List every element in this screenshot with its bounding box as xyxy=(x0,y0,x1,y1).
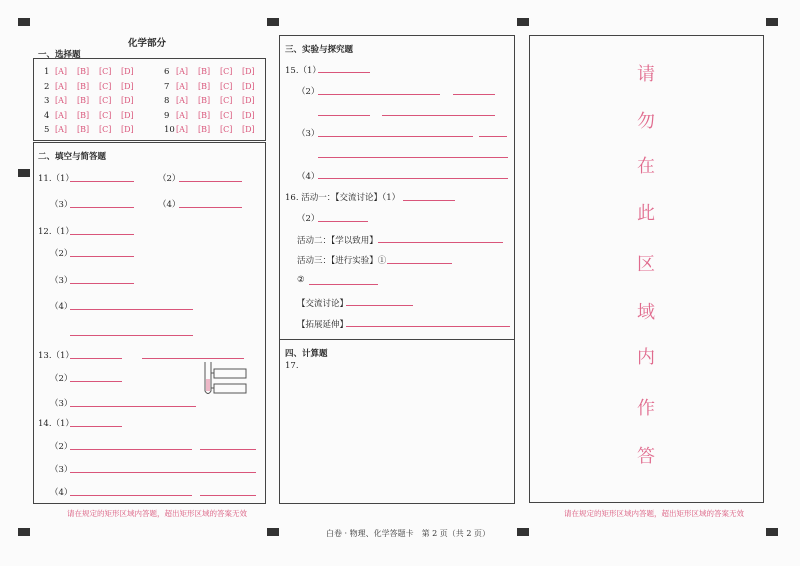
q16-4-label: 活动三：【进行实验】① xyxy=(297,256,387,266)
choice-option-bubble[interactable]: [A] xyxy=(176,96,189,105)
q16-7-label: 【拓展延伸】 xyxy=(297,320,349,330)
answer-line[interactable] xyxy=(318,72,370,73)
choice-option-bubble[interactable]: [A] xyxy=(55,67,68,76)
answer-line[interactable] xyxy=(200,495,256,496)
q14-3-label: （3） xyxy=(50,465,73,475)
answer-line[interactable] xyxy=(179,181,242,182)
q11-2-label: （2） xyxy=(158,174,181,184)
answer-line[interactable] xyxy=(70,335,193,336)
section4-heading: 四、计算题 xyxy=(285,349,328,359)
choice-option-bubble[interactable]: [B] xyxy=(198,110,211,120)
no-answer-char: 此 xyxy=(637,203,655,224)
q15-3-label: （3） xyxy=(297,129,320,139)
choice-option-bubble[interactable]: [A] xyxy=(55,81,68,91)
answer-line[interactable] xyxy=(70,381,122,382)
choice-option-bubble[interactable]: [D] xyxy=(242,67,255,76)
answer-line[interactable] xyxy=(479,136,507,137)
choice-option-bubble[interactable]: [B] xyxy=(77,81,90,91)
choice-option-bubble[interactable]: [C] xyxy=(220,110,233,120)
test-tube-diagram xyxy=(203,361,251,397)
answer-line[interactable] xyxy=(70,472,256,473)
q17-label: 17. xyxy=(285,361,299,371)
q14-4-label: （4） xyxy=(50,488,73,498)
answer-line[interactable] xyxy=(70,426,122,427)
choice-number: 9 xyxy=(164,110,170,121)
q11-4-label: （4） xyxy=(158,200,181,210)
choice-option-bubble[interactable]: [B] xyxy=(198,96,211,105)
q16-2-label: （2） xyxy=(297,214,320,224)
no-answer-char: 答 xyxy=(637,446,655,467)
choice-option-bubble[interactable]: [D] xyxy=(242,110,255,120)
choice-option-bubble[interactable]: [A] xyxy=(176,67,189,76)
choice-option-bubble[interactable]: [C] xyxy=(99,125,112,134)
q12-3-label: （3） xyxy=(50,276,73,286)
q11-3-label: （3） xyxy=(50,200,73,210)
area-warning: 请在规定的矩形区域内答题，超出矩形区域的答案无效 xyxy=(564,509,744,518)
registration-mark xyxy=(517,18,529,26)
answer-line[interactable] xyxy=(309,284,378,285)
choice-option-bubble[interactable]: [D] xyxy=(121,125,134,134)
choice-number: 3 xyxy=(44,96,50,106)
q13-2-label: （2） xyxy=(50,374,73,384)
no-answer-char: 在 xyxy=(637,156,655,177)
choice-option-bubble[interactable]: [D] xyxy=(242,125,255,134)
choice-option-bubble[interactable]: [B] xyxy=(77,67,90,76)
answer-line[interactable] xyxy=(378,242,503,243)
registration-mark xyxy=(766,18,778,26)
q15-2-label: （2） xyxy=(297,87,320,97)
q11-1-label: 11.（1） xyxy=(38,174,74,184)
answer-line[interactable] xyxy=(70,207,134,208)
answer-line[interactable] xyxy=(318,115,370,116)
q13-1-label: 13.（1） xyxy=(38,351,74,361)
q15-1-label: 15.（1） xyxy=(285,66,321,76)
no-answer-char: 内 xyxy=(637,347,655,368)
choice-number: 5 xyxy=(44,125,50,135)
answer-line[interactable] xyxy=(70,283,134,284)
page-footer: 白卷 · 物理、化学答题卡 第 2 页（共 2 页） xyxy=(326,529,490,538)
no-answer-char: 作 xyxy=(637,398,655,419)
choice-option-bubble[interactable]: [C] xyxy=(220,67,233,76)
answer-line[interactable] xyxy=(179,207,242,208)
answer-line[interactable] xyxy=(318,221,368,222)
choice-number: 10 xyxy=(164,125,175,135)
choice-option-bubble[interactable]: [C] xyxy=(220,125,233,134)
registration-mark xyxy=(18,528,30,536)
choice-number: 7 xyxy=(164,81,170,92)
choice-option-bubble[interactable]: [C] xyxy=(220,96,233,105)
q12-1-label: 12.（1） xyxy=(38,227,74,237)
no-answer-char: 勿 xyxy=(637,111,655,132)
choice-option-bubble[interactable]: [D] xyxy=(242,96,255,105)
section1-heading: 一、选择题 xyxy=(38,50,81,60)
section3-heading: 三、实验与探究题 xyxy=(285,45,354,55)
q16-6-label: 【交流讨论】 xyxy=(297,299,349,309)
choice-option-bubble[interactable]: [A] xyxy=(176,125,189,134)
choice-number: 1 xyxy=(44,67,50,77)
q14-2-label: （2） xyxy=(50,442,73,452)
choice-option-bubble[interactable]: [C] xyxy=(99,110,112,120)
answer-line[interactable] xyxy=(403,200,455,201)
registration-mark xyxy=(766,528,778,536)
registration-mark xyxy=(517,528,529,536)
q12-2-label: （2） xyxy=(50,249,73,259)
answer-line[interactable] xyxy=(346,326,510,327)
q15-4-label: （4） xyxy=(297,172,320,182)
choice-option-bubble[interactable]: [A] xyxy=(176,110,189,120)
section2-heading: 二、填空与简答题 xyxy=(38,152,107,162)
choice-option-bubble[interactable]: [A] xyxy=(176,81,189,91)
answer-line[interactable] xyxy=(200,449,256,450)
choice-option-bubble[interactable]: [D] xyxy=(121,110,134,120)
answer-line[interactable] xyxy=(318,94,440,95)
choice-number: 2 xyxy=(44,81,50,92)
answer-line[interactable] xyxy=(70,256,134,257)
no-answer-char: 域 xyxy=(637,302,655,323)
answer-line[interactable] xyxy=(70,181,134,182)
q16-5-label: ② xyxy=(297,275,305,285)
choice-option-bubble[interactable]: [D] xyxy=(242,81,255,91)
page-title: 化学部分 xyxy=(128,38,167,49)
choice-option-bubble[interactable]: [D] xyxy=(121,67,134,76)
choice-option-bubble[interactable]: [D] xyxy=(121,81,134,91)
choice-option-bubble[interactable]: [B] xyxy=(198,125,211,134)
choice-number: 6 xyxy=(164,67,170,77)
choice-option-bubble[interactable]: [B] xyxy=(77,110,90,120)
q14-1-label: 14.（1） xyxy=(38,419,74,429)
registration-mark xyxy=(267,528,279,536)
no-answer-char: 区 xyxy=(637,254,655,275)
q12-4-label: （4） xyxy=(50,302,73,312)
answer-line[interactable] xyxy=(142,358,244,359)
q16-1-label: 16. 活动一：【交流讨论】（1） xyxy=(285,193,401,203)
answer-line[interactable] xyxy=(318,136,473,137)
q16-3-label: 活动二：【学以致用】 xyxy=(297,236,378,246)
q13-3-label: （3） xyxy=(50,399,73,409)
experiment-box xyxy=(279,35,515,340)
answer-line[interactable] xyxy=(70,234,134,235)
choice-option-bubble[interactable]: [B] xyxy=(77,125,90,134)
choice-number: 8 xyxy=(164,96,170,106)
area-warning: 请在规定的矩形区域内答题，超出矩形区域的答案无效 xyxy=(67,509,247,518)
answer-line[interactable] xyxy=(318,178,508,179)
registration-mark xyxy=(18,169,30,177)
answer-line[interactable] xyxy=(70,358,122,359)
registration-mark xyxy=(18,18,30,26)
choice-option-bubble[interactable]: [C] xyxy=(99,96,112,105)
answer-line[interactable] xyxy=(382,115,495,116)
answer-line[interactable] xyxy=(70,449,192,450)
choice-option-bubble[interactable]: [A] xyxy=(55,125,68,134)
choice-option-bubble[interactable]: [B] xyxy=(198,81,211,91)
calculation-box xyxy=(279,339,515,504)
answer-line[interactable] xyxy=(70,406,196,407)
choice-number: 4 xyxy=(44,110,50,121)
choice-option-bubble[interactable]: [D] xyxy=(121,96,134,105)
answer-line[interactable] xyxy=(70,495,192,496)
choice-option-bubble[interactable]: [B] xyxy=(77,96,90,105)
answer-line[interactable] xyxy=(70,309,193,310)
answer-line[interactable] xyxy=(346,305,413,306)
choice-option-bubble[interactable]: [B] xyxy=(198,67,211,76)
choice-option-bubble[interactable]: [A] xyxy=(55,110,68,120)
answer-line[interactable] xyxy=(318,157,508,158)
choice-option-bubble[interactable]: [C] xyxy=(220,81,233,91)
answer-line[interactable] xyxy=(387,263,452,264)
choice-option-bubble[interactable]: [A] xyxy=(55,96,68,105)
choice-option-bubble[interactable]: [C] xyxy=(99,67,112,76)
choice-option-bubble[interactable]: [C] xyxy=(99,81,112,91)
answer-line[interactable] xyxy=(453,94,495,95)
registration-mark xyxy=(267,18,279,26)
no-answer-char: 请 xyxy=(637,64,655,85)
